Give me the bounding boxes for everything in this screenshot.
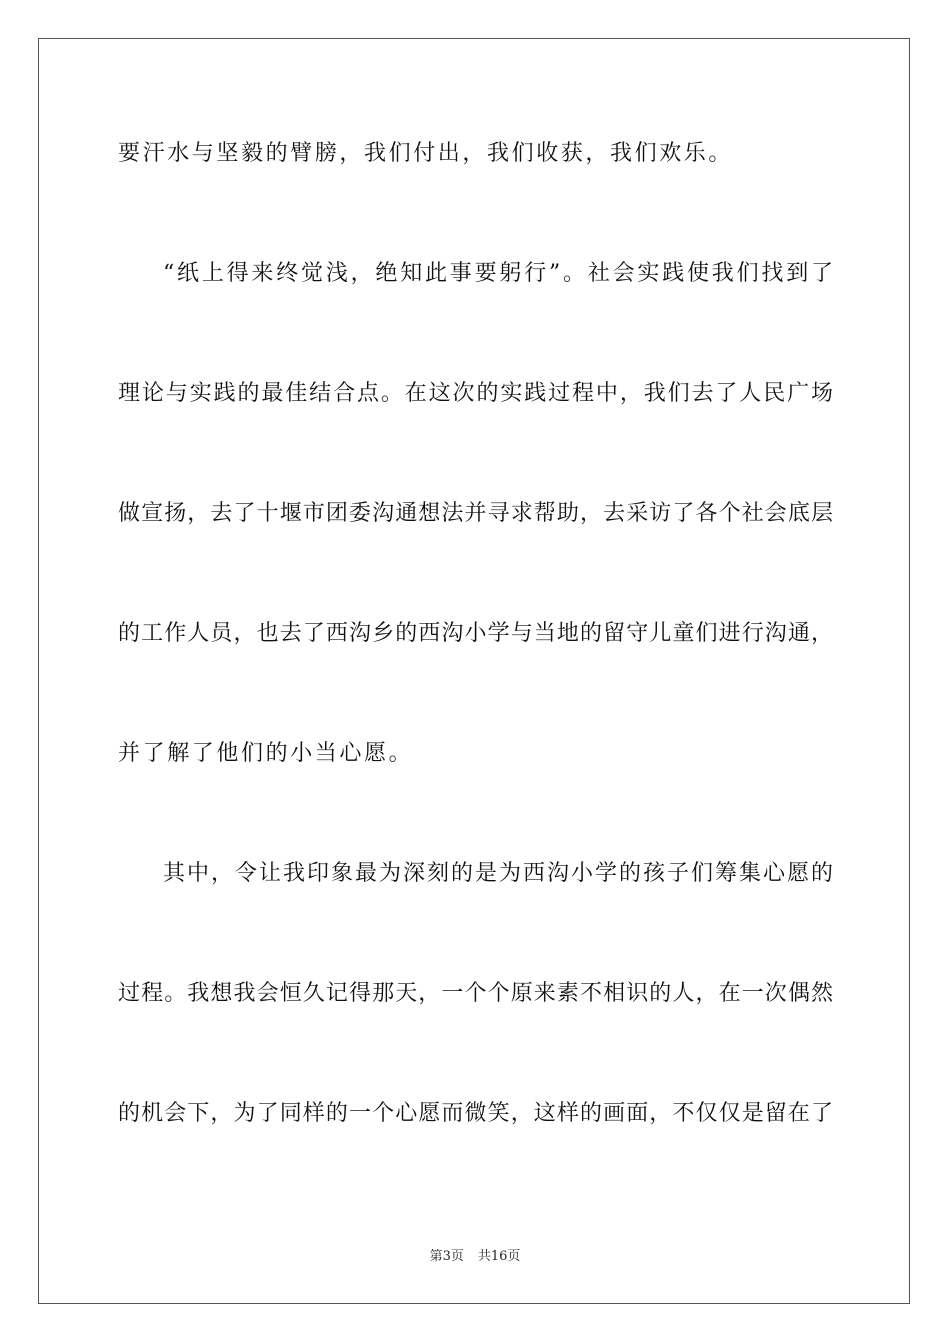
body-text-line: 过程。我想我会恒久记得那天，一个个原来素不相识的人，在一次偶然 xyxy=(118,981,833,1006)
paragraph-first-line: 其中，令让我印象最为深刻的是为西沟小学的孩子们筹集心愿的 xyxy=(163,861,833,886)
body-text-line: 的机会下，为了同样的一个心愿而微笑，这样的画面，不仅仅是留在了 xyxy=(118,1101,833,1126)
body-text-line: 做宣扬，去了十堰市团委沟通想法并寻求帮助，去采访了各个社会底层 xyxy=(118,501,833,526)
page-footer xyxy=(0,1248,950,1266)
body-text-line: 的工作人员，也去了西沟乡的西沟小学与当地的留守儿童们进行沟通， xyxy=(118,621,833,646)
paragraph-first-line: “纸上得来终觉浅，绝知此事要躬行”。社会实践使我们找到了 xyxy=(163,261,833,286)
current-page-number: 第3页 xyxy=(429,1249,464,1264)
body-text-line: 并了解了他们的小当心愿。 xyxy=(118,741,414,766)
body-text-line: 理论与实践的最佳结合点。在这次的实践过程中，我们去了人民广场 xyxy=(118,381,833,406)
total-page-count: 共16页 xyxy=(477,1249,521,1264)
body-text-line: 要汗水与坚毅的臂膀，我们付出，我们收获，我们欢乐。 xyxy=(118,141,734,166)
